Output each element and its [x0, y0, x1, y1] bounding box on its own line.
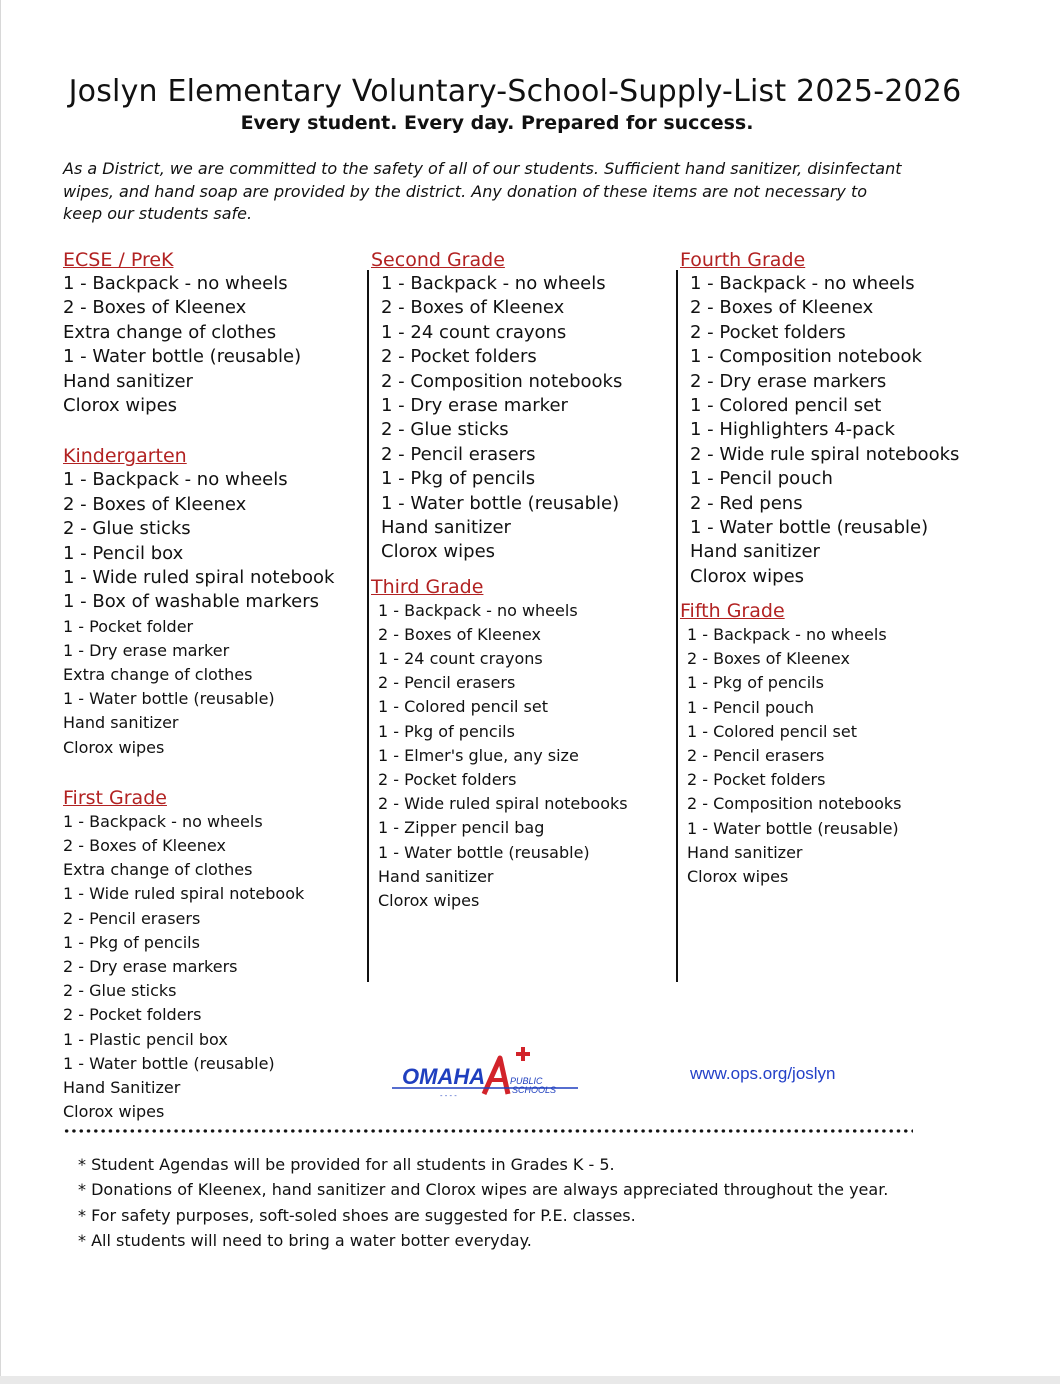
- supply-list: [63, 468, 363, 614]
- dotted-divider: [63, 1128, 913, 1134]
- section-heading: Fourth Grade: [680, 249, 806, 271]
- supply-item: 2 - Composition notebooks: [687, 794, 902, 814]
- supply-item: 2 - Pocket folders: [381, 346, 537, 368]
- supply-item: 1 - 24 count crayons: [381, 321, 567, 343]
- supply-item: 1 - Water bottle (reusable): [690, 516, 929, 538]
- supply-item: 2 - Boxes of Kleenex: [381, 297, 565, 319]
- supply-item: 2 - Dry erase markers: [63, 956, 238, 976]
- intro-line: keep our students safe.: [63, 204, 253, 223]
- section-second-grade: [371, 248, 671, 565]
- intro-line: As a District, we are committed to the safety of all of our students. Sufficient hand sanitizer, disinfectant: [63, 159, 902, 178]
- supply-list: [680, 623, 980, 889]
- footnote-item: * Donations of Kleenex, hand sanitizer and Clorox wipes are always appreciated throughout the year.: [78, 1180, 889, 1200]
- supply-item: Clorox wipes: [381, 541, 496, 563]
- supply-item: 2 - Glue sticks: [63, 981, 177, 1001]
- section-kindergarten: [63, 444, 363, 759]
- supply-item: 1 - Highlighters 4-pack: [690, 419, 895, 441]
- supply-item: Extra change of clothes: [63, 321, 277, 343]
- supply-item: 2 - Pocket folders: [687, 770, 826, 790]
- supply-item: 1 - Pkg of pencils: [381, 468, 536, 490]
- intro-line: wipes, and hand soap are provided by the district. Any donation of these items are not necessary to: [63, 181, 868, 201]
- supply-item: 2 - Red pens: [690, 492, 803, 514]
- supply-list: [371, 599, 671, 913]
- page-title: Joslyn Elementary Voluntary-School-Supply-List 2025-2026: [68, 74, 962, 109]
- supply-item: 1 - Backpack - no wheels: [687, 625, 887, 645]
- supply-item: 1 - Plastic pencil box: [63, 1029, 228, 1049]
- supply-list: [680, 272, 980, 589]
- supply-item: 2 - Pocket folders: [63, 1005, 202, 1025]
- supply-item: 1 - Box of washable markers: [63, 591, 320, 613]
- supply-item: 2 - Pocket folders: [690, 321, 846, 343]
- supply-item: 1 - Pkg of pencils: [63, 932, 200, 952]
- supply-item: Hand Sanitizer: [63, 1077, 181, 1097]
- supply-item: 1 - Dry erase marker: [381, 394, 568, 416]
- column-middle: [371, 248, 671, 913]
- supply-item: Clorox wipes: [690, 565, 805, 587]
- section-heading: Third Grade: [371, 575, 484, 598]
- supply-item: 1 - Colored pencil set: [690, 394, 882, 416]
- supply-item: 1 - Elmer's glue, any size: [378, 745, 579, 765]
- supply-item: 1 - Pencil pouch: [690, 468, 833, 490]
- supply-item: 1 - Wide ruled spiral notebook: [63, 566, 335, 588]
- supply-item: 1 - Pencil pouch: [687, 697, 814, 717]
- section-fifth-grade: [680, 599, 980, 889]
- supply-item: 1 - Backpack - no wheels: [690, 273, 915, 294]
- svg-text:- - - -: - - - -: [440, 1092, 457, 1100]
- supply-item: Extra change of clothes: [63, 665, 253, 685]
- supply-item: Hand sanitizer: [378, 866, 494, 886]
- intro-paragraph: [63, 158, 903, 226]
- supply-item: 1 - Water bottle (reusable): [63, 346, 302, 368]
- website-link[interactable]: www.ops.org/joslyn: [690, 1064, 836, 1083]
- footnote-item: * All students will need to bring a water botter everyday.: [78, 1230, 532, 1250]
- supply-item: 1 - Backpack - no wheels: [378, 600, 578, 620]
- supply-item: 1 - Water bottle (reusable): [381, 492, 620, 514]
- section-heading: Kindergarten: [63, 445, 187, 468]
- supply-item: 2 - Pocket folders: [378, 770, 517, 789]
- supply-item: 2 - Boxes of Kleenex: [690, 297, 874, 319]
- supply-item: 1 - Water bottle (reusable): [687, 818, 899, 838]
- supply-item: Hand sanitizer: [687, 842, 803, 862]
- supply-item: 2 - Boxes of Kleenex: [687, 649, 850, 669]
- section-heading: ECSE / PreK: [63, 249, 174, 271]
- supply-item: 1 - 24 count crayons: [378, 649, 543, 669]
- supply-item: 1 - Backpack - no wheels: [63, 469, 288, 491]
- supply-item: 1 - Pocket folder: [63, 616, 194, 636]
- supply-item: 1 - Dry erase marker: [63, 640, 230, 660]
- supply-item: 2 - Boxes of Kleenex: [378, 624, 541, 644]
- column-left: [63, 248, 363, 1124]
- column-divider: [676, 270, 678, 982]
- supply-item: Clorox wipes: [63, 394, 178, 416]
- section-prek: [63, 248, 363, 418]
- section-heading: Second Grade: [371, 249, 505, 271]
- supply-item: 1 - Pencil box: [63, 542, 184, 564]
- supply-item: 2 - Wide rule spiral notebooks: [690, 443, 960, 465]
- column-divider: [367, 270, 369, 982]
- section-first-grade: [63, 786, 363, 1124]
- supply-item: 2 - Boxes of Kleenex: [63, 297, 247, 319]
- supply-item: 1 - Wide ruled spiral notebook: [63, 884, 305, 904]
- supply-item: 1 - Backpack - no wheels: [63, 811, 263, 831]
- supply-item: 1 - Water bottle (reusable): [378, 842, 590, 862]
- supply-item: 2 - Glue sticks: [63, 518, 191, 540]
- page-edge: [0, 0, 1, 1384]
- footnote-item: * Student Agendas will be provided for all students in Grades K - 5.: [78, 1155, 615, 1174]
- supply-item: 2 - Composition notebooks: [381, 370, 623, 392]
- supply-item: 1 - Pkg of pencils: [378, 721, 515, 741]
- supply-item: Hand sanitizer: [381, 516, 511, 538]
- footnotes: [78, 1152, 888, 1253]
- supply-item: Clorox wipes: [63, 1102, 165, 1122]
- supply-item: 1 - Backpack - no wheels: [381, 273, 606, 294]
- supply-item: Clorox wipes: [63, 737, 165, 757]
- supply-item: 2 - Dry erase markers: [690, 370, 887, 392]
- supply-item: 1 - Pkg of pencils: [687, 673, 824, 693]
- supply-item: 1 - Water bottle (reusable): [63, 1053, 275, 1073]
- supply-list: [63, 272, 363, 418]
- supply-list: [371, 272, 671, 565]
- supply-item: 2 - Boxes of Kleenex: [63, 493, 247, 515]
- supply-item: Extra change of clothes: [63, 860, 253, 880]
- supply-item: 2 - Pencil erasers: [378, 673, 516, 693]
- logo-word: OMAHA: [402, 1064, 486, 1089]
- supply-item: 2 - Pencil erasers: [63, 908, 201, 928]
- section-heading: Fifth Grade: [680, 600, 785, 623]
- section-third-grade: [371, 575, 671, 913]
- supply-item: 2 - Wide ruled spiral notebooks: [378, 794, 628, 814]
- supply-item: Clorox wipes: [687, 866, 789, 886]
- supply-item: 2 - Pencil erasers: [687, 746, 825, 766]
- supply-item: Hand sanitizer: [63, 370, 193, 392]
- page-bottom-edge: [0, 1376, 1060, 1384]
- supply-item: Hand sanitizer: [63, 713, 179, 733]
- supply-item: 2 - Boxes of Kleenex: [63, 836, 226, 855]
- supply-item: 1 - Zipper pencil bag: [378, 818, 545, 838]
- supply-item: Clorox wipes: [378, 890, 480, 910]
- section-heading: First Grade: [63, 786, 167, 809]
- svg-text:PUBLIC: PUBLIC: [510, 1076, 543, 1086]
- column-right: [680, 248, 980, 889]
- footnote-item: * For safety purposes, soft-soled shoes are suggested for P.E. classes.: [78, 1205, 636, 1225]
- supply-list: [63, 810, 363, 1124]
- page-subtitle: Every student. Every day. Prepared for success.: [240, 112, 754, 134]
- supply-item: 1 - Water bottle (reusable): [63, 689, 275, 709]
- omaha-public-schools-logo: [388, 1044, 584, 1100]
- svg-text:SCHOOLS: SCHOOLS: [512, 1085, 557, 1095]
- supply-list: [63, 615, 363, 760]
- supply-item: 2 - Glue sticks: [381, 419, 509, 441]
- supply-item: 1 - Backpack - no wheels: [63, 273, 288, 294]
- supply-item: 1 - Composition notebook: [690, 346, 922, 368]
- supply-item: 1 - Colored pencil set: [378, 697, 548, 717]
- supply-item: 1 - Colored pencil set: [687, 721, 857, 741]
- supply-item: Hand sanitizer: [690, 541, 820, 563]
- supply-item: 2 - Pencil erasers: [381, 443, 536, 465]
- section-fourth-grade: [680, 248, 980, 589]
